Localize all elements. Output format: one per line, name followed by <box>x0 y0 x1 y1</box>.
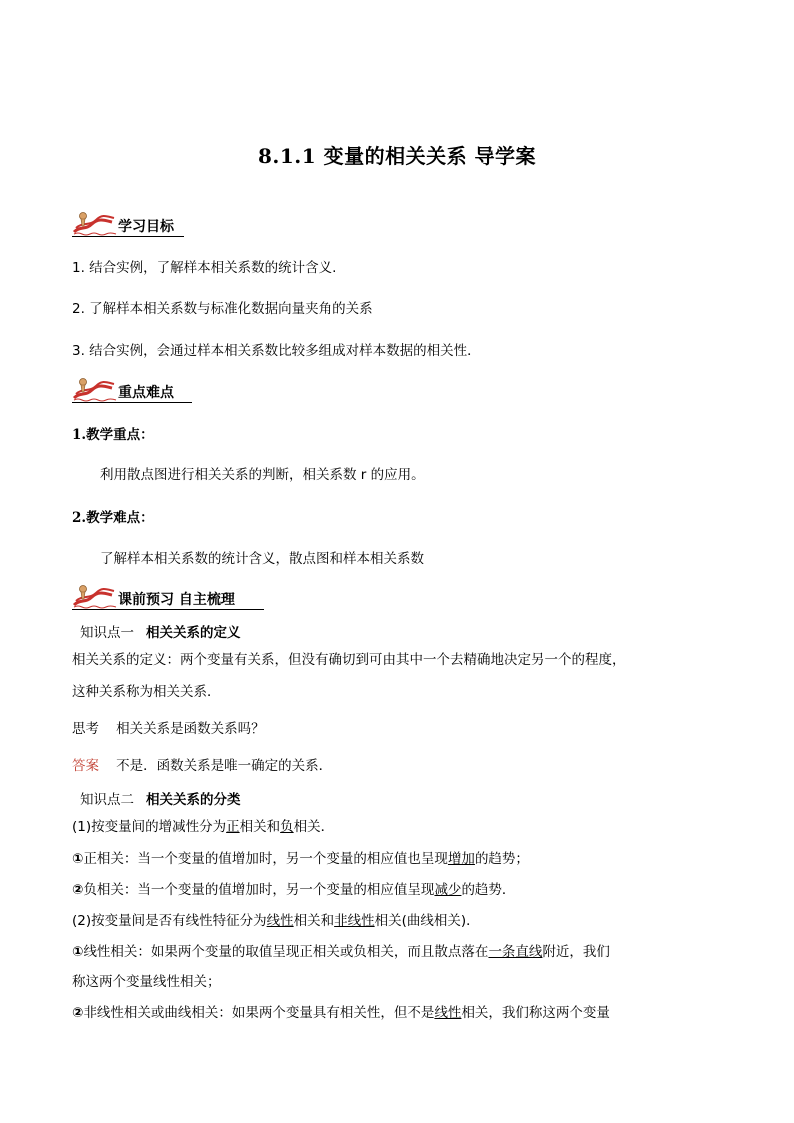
text-segment: 负相关：当一个变量的值增加时，另一个变量的相应值呈现 <box>83 882 435 898</box>
difficulty-label: 2.教学难点： <box>72 510 154 526</box>
knowledge-point-tag: 知识点二 <box>80 792 134 808</box>
difficulty-text: 了解样本相关系数的统计含义，散点图和样本相关系数 <box>100 551 424 567</box>
circled-number: ② <box>72 1005 84 1021</box>
answer-line <box>72 756 332 776</box>
classification-line-2 <box>72 911 480 931</box>
nonlinear-correlation-line <box>72 1003 610 1023</box>
text-segment: 非线性相关或曲线相关：如果两个变量具有相关性，但不是 <box>83 1005 435 1021</box>
answer-text: 不是．函数关系是唯一确定的关系． <box>116 758 333 774</box>
linear-correlation-line <box>72 942 610 962</box>
objective-item: 1. 结合实例，了解样本相关系数的统计含义. <box>72 260 337 276</box>
focus-label: 1.教学重点： <box>72 427 154 443</box>
underlined-answer: 线性 <box>434 1005 462 1021</box>
pen-writing-icon <box>72 376 118 402</box>
negative-correlation-line <box>72 880 515 900</box>
section-heading-label: 课前预习 自主梳理 <box>118 592 235 608</box>
positive-correlation-line <box>72 849 529 869</box>
text-segment: 相关和 <box>239 819 281 835</box>
knowledge-point-title: 相关关系的分类 <box>146 792 241 808</box>
text-segment: 相关和 <box>293 913 335 929</box>
pen-writing-icon <box>72 210 118 236</box>
circled-number: ① <box>72 851 84 867</box>
circled-number: ② <box>72 882 84 898</box>
knowledge-point-title: 相关关系的定义 <box>146 625 241 641</box>
text-segment: 相关(曲线相关)． <box>374 913 480 929</box>
knowledge-point-1 <box>80 621 241 641</box>
section-underline <box>72 402 192 403</box>
underlined-answer: 非线性 <box>334 913 375 929</box>
objective-item: 2. 了解样本相关系数与标准化数据向量夹角的关系 <box>72 301 373 317</box>
underlined-answer: 负 <box>280 819 294 835</box>
section-underline <box>72 236 184 237</box>
think-tag: 思考 <box>72 721 99 737</box>
text-segment: (2)按变量间是否有线性特征分为 <box>72 913 267 929</box>
underlined-answer: 正 <box>226 819 240 835</box>
page-title: 8.1.1 变量的相关关系 导学案 <box>257 144 537 168</box>
text-segment: 附近，我们 <box>542 944 610 960</box>
text-segment: 的趋势； <box>474 851 529 867</box>
underlined-answer: 增加 <box>447 851 475 867</box>
objective-item: 3. 结合实例，会通过样本相关系数比较多组成对样本数据的相关性． <box>72 343 481 359</box>
text-segment: 相关，我们称这两个变量 <box>461 1005 610 1021</box>
focus-text: 利用散点图进行相关关系的判断，相关系数 r 的应用。 <box>100 467 425 483</box>
answer-tag: 答案 <box>72 758 99 774</box>
text-segment: (1)按变量间的增减性分为 <box>72 819 227 835</box>
classification-line-1 <box>72 817 334 837</box>
text-segment: 的趋势． <box>461 882 516 898</box>
section-heading-label: 重点难点 <box>118 385 174 401</box>
knowledge-point-tag: 知识点一 <box>80 625 134 641</box>
text-segment: 相关． <box>293 819 335 835</box>
underlined-answer: 一条直线 <box>488 944 543 960</box>
think-line <box>72 719 265 739</box>
circled-number: ① <box>72 944 84 960</box>
linear-correlation-line-2: 称这两个变量线性相关； <box>72 974 221 990</box>
section-heading-label: 学习目标 <box>118 219 174 235</box>
section-underline <box>72 609 264 610</box>
underlined-answer: 线性 <box>266 913 294 929</box>
underlined-answer: 减少 <box>434 882 462 898</box>
knowledge-point-2 <box>80 788 241 808</box>
text-segment: 正相关：当一个变量的值增加时，另一个变量的相应值也呈现 <box>83 851 448 867</box>
pen-writing-icon <box>72 583 118 609</box>
definition-line: 这种关系称为相关关系． <box>72 684 221 700</box>
think-text: 相关关系是函数关系吗？ <box>116 721 265 737</box>
text-segment: 线性相关：如果两个变量的取值呈现正相关或负相关，而且散点落在 <box>83 944 489 960</box>
definition-line: 相关关系的定义：两个变量有关系，但没有确切到可由其中一个去精确地决定另一个的程度， <box>72 652 626 668</box>
